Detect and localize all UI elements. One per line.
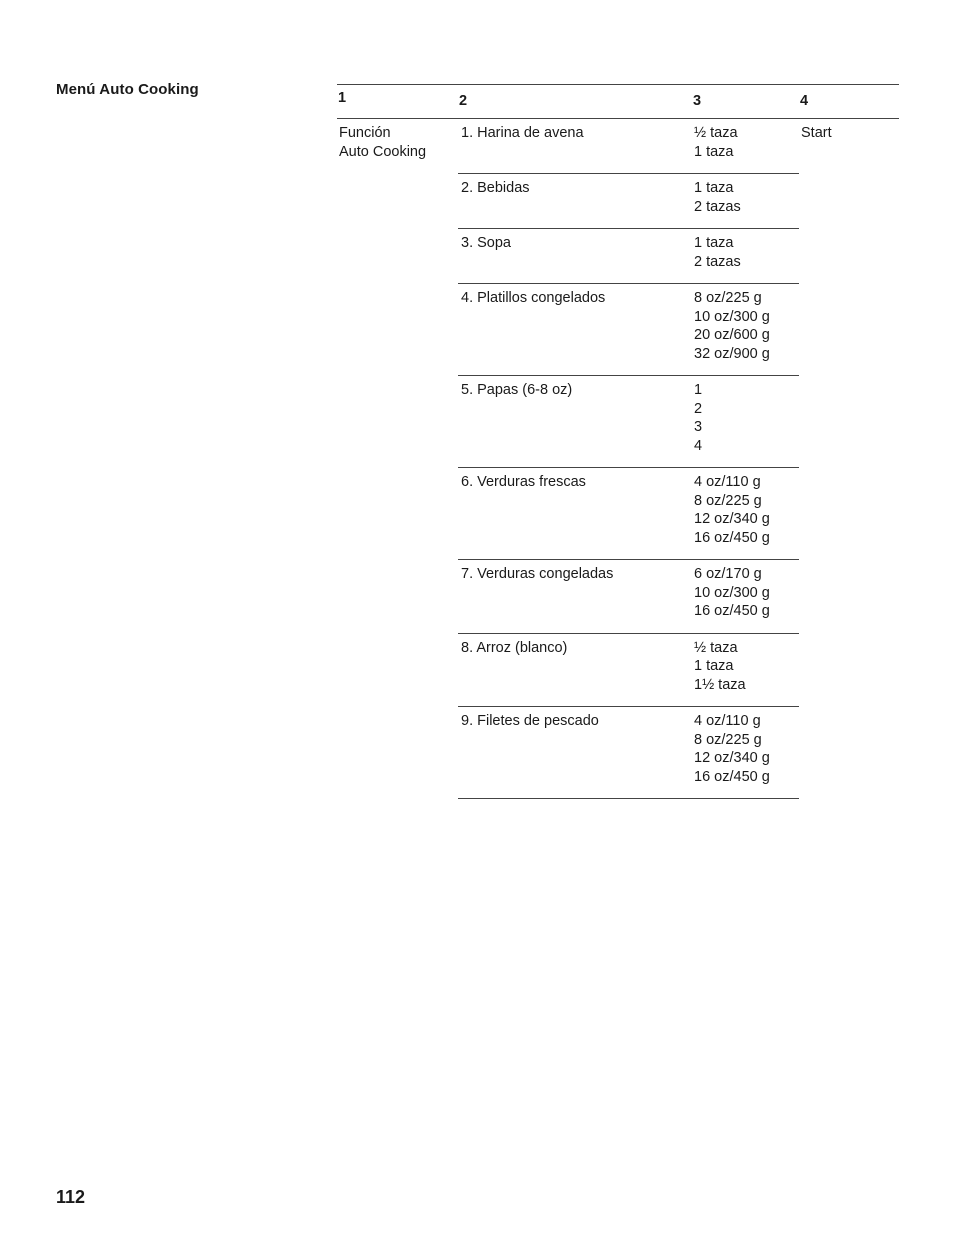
function-label-line1: Función [339,125,391,141]
amount-value: 2 tazas [694,198,741,215]
amount-value: 1½ taza [694,676,746,693]
dish-cell: 5. Papas (6-8 oz) [458,376,692,468]
start-cell [799,119,899,799]
column-header-1: 1 [337,85,458,119]
amount-value: ½ taza [694,125,738,141]
amount-value: 16 oz/450 g [694,603,770,619]
amount-cell [692,229,799,284]
column-header-3: 3 [692,85,799,119]
amount-value: 8 oz/225 g [694,492,762,509]
amount-value: 3 [694,419,703,435]
amount-value: ½ taza [694,639,738,656]
amount-cell [692,633,799,707]
amount-value: 2 [694,400,703,417]
amount-cell [692,174,799,229]
table-body [337,119,899,799]
amount-value: 6 oz/170 g [694,566,762,582]
amount-value: 8 oz/225 g [694,731,762,748]
amount-value: 10 oz/300 g [694,308,770,325]
amount-cell [692,284,799,376]
start-label: Start [801,125,832,141]
amount-value: 16 oz/450 g [694,529,770,546]
amount-value: 12 oz/340 g [694,750,770,766]
amount-cell [692,119,799,174]
auto-cooking-table [337,84,899,799]
section-title: Menú Auto Cooking [56,81,199,98]
amount-value: 10 oz/300 g [694,584,770,601]
function-cell [337,119,458,799]
amount-cell [692,707,799,799]
table-row [337,119,899,174]
amount-value: 1 [694,382,703,398]
amount-value: 1 taza [694,143,734,160]
dish-cell: 6. Verduras frescas [458,468,692,560]
amount-value: 20 oz/600 g [694,327,770,343]
amount-value: 32 oz/900 g [694,345,770,362]
column-header-4: 4 [799,85,899,119]
amount-value: 2 tazas [694,253,741,270]
function-label-line2: Auto Cooking [339,143,427,160]
amount-value: 12 oz/340 g [694,511,770,527]
amount-value: 1 taza [694,658,734,674]
amount-cell [692,560,799,634]
dish-cell: 2. Bebidas [458,174,692,229]
amount-value: 16 oz/450 g [694,768,770,785]
amount-value: 4 [694,437,703,454]
column-header-2: 2 [458,85,692,119]
amount-value: 1 taza [694,180,734,196]
dish-cell: 7. Verduras congeladas [458,560,692,634]
dish-cell: 1. Harina de avena [458,119,692,174]
amount-value: 1 taza [694,235,734,251]
auto-cooking-table-container [337,84,899,799]
table-header-row [337,85,899,119]
page-number: 112 [56,1187,86,1207]
dish-cell: 9. Filetes de pescado [458,707,692,799]
amount-cell [692,468,799,560]
dish-cell: 8. Arroz (blanco) [458,633,692,707]
amount-value: 4 oz/110 g [694,713,761,729]
amount-value: 4 oz/110 g [694,474,761,490]
amount-cell [692,376,799,468]
amount-value: 8 oz/225 g [694,290,762,306]
dish-cell: 4. Platillos congelados [458,284,692,376]
dish-cell: 3. Sopa [458,229,692,284]
